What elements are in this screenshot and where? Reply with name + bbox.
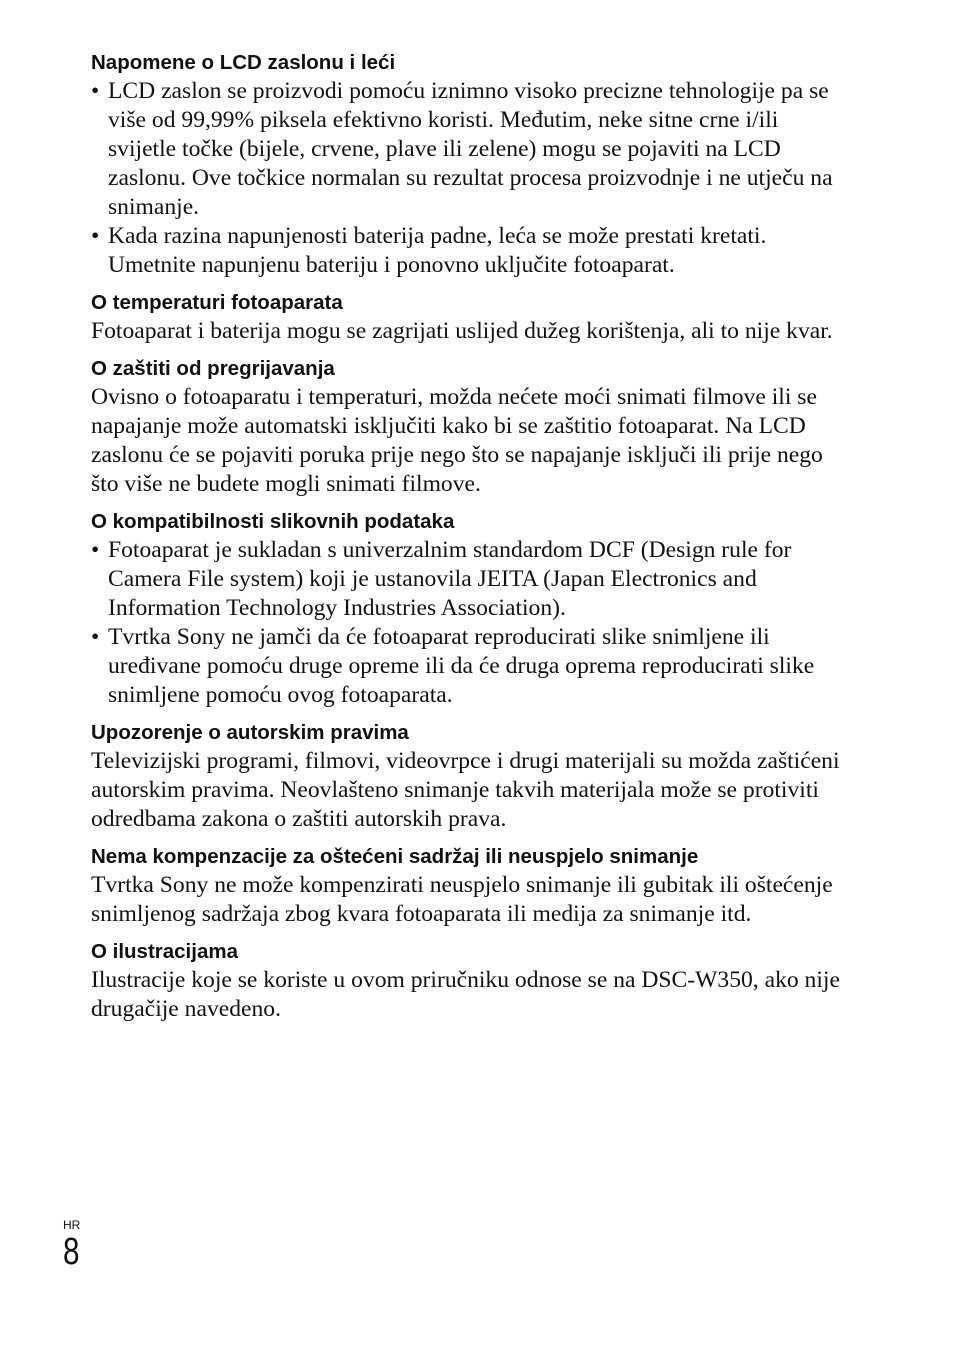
- document-body: [91, 50, 851, 1034]
- section-heading: Napomene o LCD zaslonu i leći: [91, 51, 396, 74]
- section-no-compensation: [91, 844, 851, 929]
- section-heading: Upozorenje o autorskim pravima: [91, 721, 409, 744]
- bullet-item: • Kada razina napunjenosti baterija padne, leća se može prestati kretati. Umetnite napunjenu bateriju i ponovno uključite fotoaparat.: [91, 222, 851, 280]
- bullet-item: • Fotoaparat je sukladan s univerzalnim standardom DCF (Design rule for Camera File system) koji je ustanovila JEITA (Japan Electronics and Information Technology Industries Association).: [91, 536, 851, 623]
- section-paragraph: Tvrtka Sony ne može kompenzirati neuspjelo snimanje ili gubitak ili oštećenje snimljenog sadržaja zbog kvara fotoaparata ili medija za snimanje itd.: [91, 872, 833, 927]
- section-paragraph: Fotoaparat i baterija mogu se zagrijati uslijed dužeg korištenja, ali to nije kvar.: [91, 318, 833, 344]
- section-lcd-notes: [91, 50, 851, 280]
- section-paragraph: Televizijski programi, filmovi, videovrpce i drugi materijali su možda zaštićeni autorskim pravima. Neovlašteno snimanje takvih materijala može se protiviti odredbama zakona o zaštiti autorskih prava.: [91, 748, 840, 832]
- bullet-list: [91, 536, 851, 710]
- section-illustrations: [91, 939, 851, 1024]
- section-overheating-protection: [91, 356, 851, 499]
- section-camera-temperature: [91, 290, 851, 346]
- section-heading: O kompatibilnosti slikovnih podataka: [91, 510, 455, 533]
- section-heading: O temperaturi fotoaparata: [91, 291, 343, 314]
- language-code: HR: [63, 1218, 81, 1232]
- bullet-list: [91, 77, 851, 280]
- section-copyright-warning: [91, 720, 851, 834]
- section-image-compatibility: [91, 509, 851, 710]
- section-heading: Nema kompenzacije za oštećeni sadržaj ili neuspjelo snimanje: [91, 845, 699, 868]
- page-number: 8: [63, 1231, 80, 1273]
- section-paragraph: Ilustracije koje se koriste u ovom priručniku odnose se na DSC-W350, ako nije drugačije navedeno.: [91, 967, 840, 1022]
- bullet-item: • Tvrtka Sony ne jamči da će fotoaparat reproducirati slike snimljene ili uređivane pomoću druge opreme ili da će druga oprema reproducirati slike snimljene pomoću ovog fotoaparata.: [91, 623, 851, 710]
- section-heading: O zaštiti od pregrijavanja: [91, 357, 335, 380]
- section-paragraph: Ovisno o fotoaparatu i temperaturi, možda nećete moći snimati filmove ili se napajanje može automatski isključiti kako bi se zaštitio fotoaparat. Na LCD zaslonu će se pojaviti poruka prije nego što se napajanje isključi ili prije nego što više ne budete mogli snimati filmove.: [91, 384, 823, 497]
- page-footer: [63, 1218, 84, 1272]
- section-heading: O ilustracijama: [91, 940, 238, 963]
- bullet-item: • LCD zaslon se proizvodi pomoću iznimno visoko precizne tehnologije pa se više od 99,99% piksela efektivno koristi. Međutim, neke sitne crne i/ili svijetle točke (bijele, crvene, plave ili zelene) mogu se pojaviti na LCD zaslonu. Ove točkice normalan su rezultat procesa proizvodnje i ne utječu na snimanje.: [91, 77, 851, 222]
